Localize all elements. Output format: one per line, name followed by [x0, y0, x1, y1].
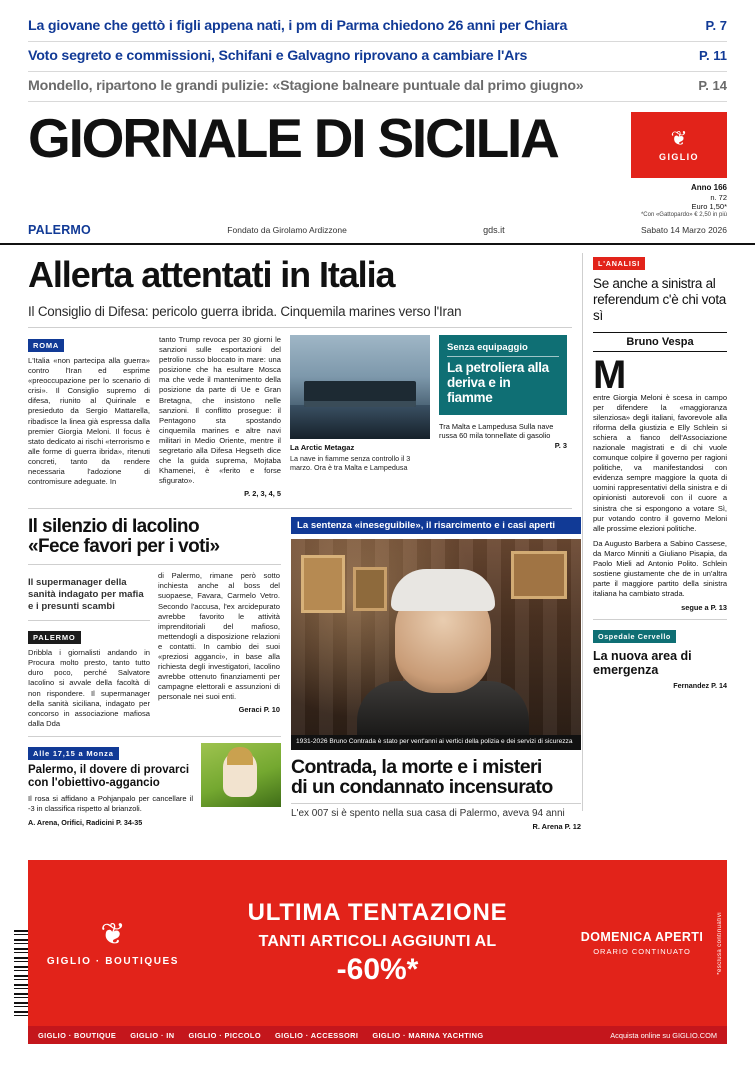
tanker-subtext-wrap	[439, 422, 567, 452]
tanker-box-wrap	[439, 335, 567, 498]
lead-body-2: tanto Trump revoca per 30 giorni le sanzioni sulle esportazioni del petrolio russo bloccato in mare: una posizione che ha esultare Mosca ma che vede il mantenimento della posizione da parte di Ue e Gran Bretagna, che insistono nelle sanzioni. Il conflitto prosegue: il Pentagono sta spostando cinquemila marines e altre navi militari in Medio Oriente, mentre il segretario alla Difesa Hegseth dice che la guida suprema, Mojtaba Khamenei, è «ferito e forse sfigurato».	[159, 334, 281, 486]
giglio-wordmark: GIGLIO	[659, 151, 699, 162]
ad-discount: -60%*	[336, 953, 419, 986]
picture-frame-icon	[301, 555, 345, 613]
ship-photo-block	[290, 335, 430, 498]
tanker-page: P. 3	[554, 441, 567, 451]
left-column	[28, 253, 583, 831]
iacolino-headline-line2: «Fece favori per i voti»	[28, 536, 220, 558]
giglio-logo[interactable]	[631, 112, 727, 178]
ad-shop-online[interactable]: Acquista online su GIGLIO.COM	[610, 1030, 717, 1040]
barcode	[14, 930, 28, 1020]
monza-sign: A. Arena, Orifici, Radicini P. 34-35	[28, 817, 143, 827]
iacolino-body-1: Dribbla i giornalisti andando in Procura molto presto, tanto tutto duro poco, perché Salvatore Iacolino si avvale della facoltà di non rispondere. Il supermanager della sanità siciliana, indagato per concorso in associazione mafiosa dalla Dda	[28, 648, 150, 728]
ad-footer-bar	[28, 1026, 727, 1044]
ad-message	[198, 860, 557, 1026]
iacolino-standfirst: Il supermanager della sanità indagato per mafia e i presunti scambi	[28, 577, 144, 613]
iacolino-sign: Geraci P. 10	[238, 705, 280, 715]
analysis-continues[interactable]: segue a P. 13	[681, 602, 727, 612]
analysis-body-2: Da Augusto Barbera a Sabino Cassese, da Marco Minniti a Giuliano Pisapia, da Paolo Mieli ad Antonio Polito. Schlein sostiene giustamente che de in un'altra parte il maggiore partito della sinistra italiana ha cambiato strada.	[593, 538, 727, 598]
newspaper-title: GIORNALE DI SICILIA	[28, 107, 558, 169]
portrait-hair	[391, 569, 495, 611]
ship-caption-text: La nave in fiamme senza controllo il 3 marzo. Ora è tra Malta e Lampedusa	[290, 454, 411, 473]
ad-open-hours: ORARIO CONTINUATO	[593, 947, 691, 956]
ad-brand-list	[38, 1031, 483, 1040]
teaser-row[interactable]	[28, 72, 727, 102]
tanker-title: La petroliera alla deriva e in fiamme	[447, 359, 549, 405]
masthead	[0, 106, 755, 219]
ad-brand-item[interactable]: GIGLIO · IN	[130, 1030, 175, 1040]
lily-icon: ❦	[100, 917, 126, 951]
ad-title: ULTIMA TENTAZIONE	[247, 899, 508, 926]
ad-brand-word: GIGLIO · BOUTIQUES	[46, 955, 180, 967]
iacolino-article	[28, 517, 281, 831]
iacolino-col-1	[28, 571, 150, 729]
issue-info	[641, 183, 727, 219]
monza-article[interactable]	[28, 743, 281, 827]
teaser-row[interactable]	[28, 42, 727, 72]
analysis-author: Bruno Vespa	[593, 332, 727, 352]
contrada-sign: R. Arena P. 12	[532, 821, 581, 831]
picture-frame-icon	[511, 551, 567, 599]
top-teasers	[0, 0, 755, 106]
contrada-article	[291, 517, 581, 831]
tanker-subtext: Tra Malta e Lampedusa Sulla nave russa 60 mila tonnellate di gasolio	[439, 421, 554, 441]
analysis-kicker: L'ANALISI	[593, 257, 645, 270]
ad-disclaimer-text: *esclusa continuativi	[717, 911, 723, 975]
analysis-dropcap: M	[593, 353, 627, 398]
hospital-title[interactable]: La nuova area di emergenza	[593, 648, 692, 677]
main-content	[0, 253, 755, 831]
tanker-kicker: Senza equipaggio	[447, 342, 559, 357]
contrada-headline-line2: di un condannato incensurato	[291, 776, 553, 799]
masthead-subbar	[0, 219, 755, 245]
ad-disclaimer	[717, 860, 723, 1026]
issue-price-note: *Con «Gattopardo» € 2,50 in più	[640, 211, 727, 218]
contrada-deck: L'ex 007 si è spento nella sua casa di Palermo, aveva 94 anni	[291, 803, 581, 819]
teaser-page: P. 11	[699, 48, 727, 63]
bottom-advertisement[interactable]	[28, 860, 727, 1026]
analysis-body-1: entre Giorgia Meloni è scesa in campo per difendere la «maggioranza silenziosa» degli italiani, favorevole alla riforma della giustizia e Elly Schlein si schiera a fianco dell'Associazione nazionale magistrati e di chi vuole comunque colpire il governo per ragioni politiche, va manifestandosi con evidenza sempre maggiore la quota di uomini rappresentativi della sinistra e di opinionisti autorevoli con il cuore a sinistra che si espongono a votare Sì, pur votando contro il governo Meloni alle prossime elezioni politiche.	[593, 393, 727, 533]
ad-brand-item[interactable]: GIGLIO · BOUTIQUE	[38, 1030, 117, 1040]
monza-photo	[201, 743, 281, 807]
lead-body-1: L'Italia «non partecipa alla guerra» contro l'Iran ed esprime «preoccupazione per lo scenario di crisi». Il Consiglio supremo di difesa, riunito al Quirinale e presieduto da Sergio Mattarella, ribadisce la linea già espressa dalla premier Giorgia Meloni. Il focus è stato dedicato ai rischi «terrorismo e alle forme di guerra ibrida», ritenuti concreti, tanto da rendere necessaria l'adozione di contromisure adeguate. In	[28, 355, 150, 487]
contrada-headline-line1: Contrada, la morte e i misteri	[291, 755, 542, 778]
ad-subtitle: TANTI ARTICOLI AGGIUNTI AL	[258, 933, 497, 950]
analysis-title[interactable]: Se anche a sinistra al referendum c'è chi vota sì	[593, 276, 726, 324]
lead-page-refs: P. 2, 3, 4, 5	[244, 489, 281, 499]
lead-article-row	[28, 335, 572, 498]
right-column	[583, 253, 727, 811]
ad-brand	[28, 860, 198, 1026]
second-band	[28, 508, 581, 831]
ship-photo	[290, 335, 430, 439]
divider	[28, 736, 281, 737]
issue-number: n. 72	[710, 193, 727, 202]
hospital-kicker: Ospedale Cervello	[593, 630, 676, 643]
ad-brand-item[interactable]: GIGLIO · MARINA YACHTING	[372, 1030, 484, 1040]
contrada-photo-caption: 1931-2026 Bruno Contrada è stato per vent'anni ai vertici della polizia e dei servizi di sicurezza	[291, 735, 581, 749]
edition-city: PALERMO	[28, 223, 91, 238]
divider	[28, 564, 281, 565]
teaser-page: P. 7	[705, 18, 727, 33]
teaser-text: Voto segreto e commissioni, Schifani e Galvagno riprovano a cambiare l'Ars	[28, 48, 528, 64]
contrada-sentence-head: La sentenza «ineseguibile», il risarcimento e i casi aperti	[291, 517, 581, 534]
kicker-roma: ROMA	[28, 339, 64, 352]
contrada-headline[interactable]	[291, 757, 581, 798]
lily-icon: ❦	[670, 127, 688, 150]
monza-text	[28, 743, 193, 827]
tanker-box[interactable]	[439, 335, 567, 415]
ad-open-sunday: DOMENICA APERTI	[580, 930, 704, 944]
lead-text-col-1	[28, 335, 150, 498]
monza-kicker: Alle 17,15 a Monza	[28, 747, 119, 760]
iacolino-body-2: di Palermo, rimane però sotto inchiesta anche al boss del suopaese, Favara, Carmelo Vetro. Secondo l'accusa, l'ex arcidepurato avrebbe favorito le attività imprenditoriali del mafioso, mettendogli a disposizione relazioni e contatti. In cambio dei suoi «preziosi agganci», in base alla richiesta degli investigatori, Iacolino avrebbe ottenuto finanziamenti per campagne elettorali e assunzioni di personale nei suoi enti.	[158, 571, 280, 702]
iacolino-headline-line1: Il silenzio di Iacolino	[28, 516, 199, 538]
iacolino-columns	[28, 571, 281, 729]
contrada-photo	[291, 539, 581, 735]
divider	[593, 619, 727, 620]
masthead-right	[631, 112, 727, 219]
teaser-text: La giovane che gettò i figli appena nati, i pm di Parma chiedono 26 anni per Chiara	[28, 18, 568, 34]
issue-price: Euro 1,50*	[691, 202, 727, 212]
lead-subhead: Il Consiglio di Difesa: pericolo guerra ibrida. Cinquemila marines verso l'Iran	[28, 304, 572, 328]
teaser-text: Mondello, ripartono le grandi pulizie: «Stagione balneare puntuale dal primo giugno»	[28, 78, 584, 94]
hospital-sign: Fernandez P. 14	[673, 680, 727, 690]
ad-opening-info	[557, 860, 727, 1026]
kicker-palermo: PALERMO	[28, 631, 81, 644]
issue-year: Anno 166	[690, 183, 727, 192]
teaser-row[interactable]	[28, 14, 727, 42]
website-url[interactable]: gds.it	[483, 225, 505, 236]
ad-brand-item[interactable]: GIGLIO · PICCOLO	[188, 1030, 261, 1040]
picture-frame-icon	[353, 567, 387, 611]
monza-headline: Palermo, il dovere di provarci con l'obiettivo-aggancio	[28, 763, 190, 789]
ad-brand-item[interactable]: GIGLIO · ACCESSORI	[275, 1030, 359, 1040]
issue-date: Sabato 14 Marzo 2026	[640, 225, 727, 236]
teaser-page: P. 14	[698, 78, 727, 93]
iacolino-headline[interactable]	[28, 517, 281, 557]
divider	[28, 620, 150, 621]
iacolino-col-2	[158, 571, 280, 729]
monza-body: Il rosa si affidano a Pohjanpalo per cancellare il -3 in classifica rispetto al brianzoli.	[28, 793, 193, 813]
lead-headline[interactable]: Allerta attentati in Italia	[28, 254, 395, 296]
lead-text-col-2	[159, 335, 281, 498]
founder-note: Fondato da Girolamo Ardizzone	[227, 225, 347, 236]
ship-caption-title: La Arctic Metagaz	[290, 442, 355, 452]
